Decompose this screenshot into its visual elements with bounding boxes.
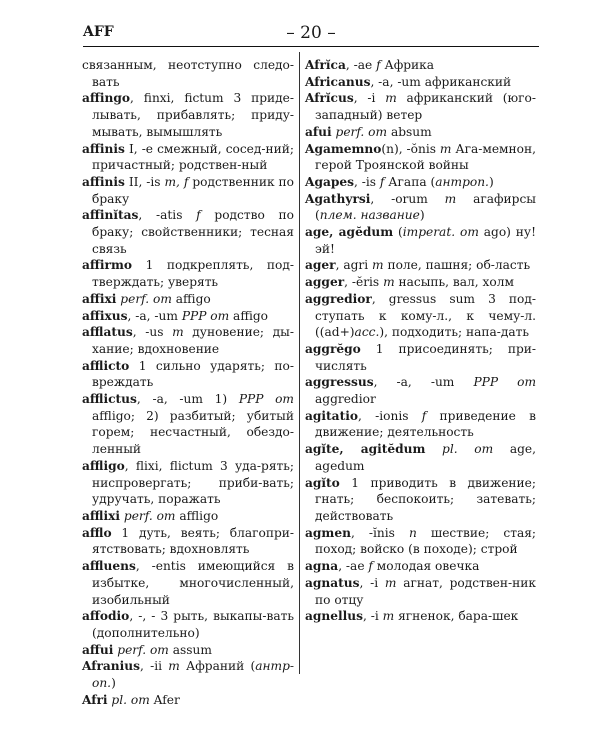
dictionary-entry bbox=[82, 525, 294, 558]
headword: affingo bbox=[82, 91, 131, 106]
headword: Afrĭcus bbox=[305, 91, 354, 106]
dictionary-entry bbox=[82, 291, 294, 308]
grammar-note: m bbox=[385, 91, 397, 106]
definition-text: , -is bbox=[354, 174, 380, 189]
headword: affligo bbox=[82, 458, 125, 473]
dictionary-entry bbox=[305, 224, 536, 257]
definition-text: , -ĕris bbox=[344, 275, 384, 290]
definition-text: молодая овечка bbox=[372, 559, 480, 574]
headword: afflo bbox=[82, 525, 112, 540]
grammar-note: m bbox=[383, 275, 395, 290]
definition-text: , -a, -um bbox=[373, 375, 474, 390]
definition-text: age, agedum bbox=[315, 442, 536, 473]
headword: agnatus bbox=[305, 575, 360, 590]
headword: afflatus bbox=[82, 325, 133, 340]
definition-text: , finxi, fictum 3 приде-лывать, прибавлять; приду-мывать, вымышлять bbox=[92, 91, 294, 139]
dictionary-entry bbox=[82, 558, 294, 608]
definition-text: 1 сильно ударять; по-вреждать bbox=[92, 358, 294, 390]
dictionary-entry bbox=[305, 141, 536, 174]
definition-text: , -us bbox=[132, 325, 173, 340]
grammar-note: плем. название bbox=[319, 208, 420, 223]
grammar-note: imperat. от bbox=[402, 225, 479, 240]
grammar-note: pl. от bbox=[425, 442, 494, 457]
headword: Agamemno bbox=[305, 141, 382, 156]
definition-text: , flixi, flictum 3 уда-рять; ниспровергать; приби-вать; удручать, поражать bbox=[92, 458, 294, 507]
dictionary-entry bbox=[305, 575, 536, 608]
grammar-note: perf. от bbox=[116, 291, 172, 306]
grammar-note: acc. bbox=[354, 325, 380, 340]
definition-text: 1 приводить в движение; гнать; беспокоить; затевать; действовать bbox=[315, 475, 536, 523]
definition-text: Агапа ( bbox=[384, 174, 436, 189]
grammar-note: m, f bbox=[164, 174, 189, 189]
grammar-note: f bbox=[379, 174, 385, 189]
dictionary-entry bbox=[305, 558, 536, 575]
definition-text: , -a, -um 1) bbox=[136, 392, 239, 407]
definition-text: affigo bbox=[171, 291, 211, 306]
definition-text: ), подходить; напа-дать bbox=[379, 325, 530, 340]
dictionary-entry bbox=[82, 257, 294, 290]
dictionary-entry bbox=[305, 291, 536, 341]
definition-text: , -i bbox=[359, 575, 385, 590]
definition-text: ago) ну! эй! bbox=[315, 225, 536, 256]
grammar-note: perf. от bbox=[120, 508, 176, 523]
definition-text: II, -is bbox=[124, 174, 165, 189]
dictionary-entry bbox=[82, 57, 294, 90]
headword: affixi bbox=[82, 291, 117, 306]
dictionary-entry bbox=[82, 90, 294, 140]
headword: Africanus bbox=[305, 74, 371, 89]
definition-text: , -a, -um африканский bbox=[370, 74, 512, 89]
headword: agna bbox=[305, 559, 339, 574]
left-column bbox=[82, 57, 294, 708]
definition-text: родство по браку; свойственники; тесная связь bbox=[92, 208, 294, 256]
definition-text: насыпь, вал, холм bbox=[394, 275, 514, 290]
headword: afflictus bbox=[82, 392, 137, 407]
definition-text: связанным, неотступно следо-вать bbox=[82, 58, 294, 89]
definition-text: (n), -ŏnis bbox=[381, 141, 440, 156]
column-divider bbox=[299, 52, 300, 674]
headword: affinĭtas bbox=[82, 208, 139, 223]
headword: ager bbox=[305, 258, 336, 273]
dictionary-entry bbox=[82, 141, 294, 174]
dictionary-entry bbox=[82, 642, 294, 659]
page-header bbox=[83, 24, 539, 46]
dictionary-entry bbox=[82, 692, 294, 709]
definition-text: , agri bbox=[335, 258, 373, 273]
grammar-note: m bbox=[172, 325, 184, 340]
definition-text: Afer bbox=[149, 692, 180, 707]
headword: afflixi bbox=[82, 508, 121, 523]
dictionary-entry bbox=[305, 90, 536, 123]
headword: afflicto bbox=[82, 358, 130, 373]
grammar-note: f bbox=[421, 408, 427, 423]
dictionary-entry bbox=[305, 475, 536, 525]
definition-text: 1 дуть, веять; благопри-ятствовать; вдохновлять bbox=[92, 525, 294, 557]
definition-text: ) bbox=[111, 676, 116, 691]
headword: agĭte, agitĕdum bbox=[305, 442, 426, 457]
grammar-note: m bbox=[384, 575, 397, 590]
definition-text: , -i bbox=[363, 609, 383, 624]
definition-text: агнат, родствен-ник по отцу bbox=[315, 575, 536, 607]
grammar-note: антроп. bbox=[435, 174, 489, 189]
dictionary-entry bbox=[305, 374, 536, 407]
dictionary-entry bbox=[305, 257, 536, 274]
grammar-note: n bbox=[408, 525, 417, 540]
page-number: – 20 – bbox=[286, 23, 336, 43]
dictionary-entry bbox=[82, 608, 294, 641]
definition-text: , -a, -um bbox=[127, 308, 182, 323]
headword: afui bbox=[305, 124, 332, 139]
grammar-note: f bbox=[368, 559, 373, 574]
dictionary-entry bbox=[305, 124, 536, 141]
right-column bbox=[305, 57, 536, 625]
definition-text: ягненок, бара-шек bbox=[394, 609, 519, 624]
definition-text: aggredior bbox=[315, 392, 376, 407]
headword: affirmo bbox=[82, 258, 132, 273]
definition-text: ) bbox=[488, 174, 494, 189]
dictionary-entry bbox=[305, 191, 536, 224]
dictionary-entry bbox=[82, 174, 294, 207]
definition-text: Афраний ( bbox=[179, 659, 256, 674]
definition-text: , -ae bbox=[338, 559, 369, 574]
definition-text: , -ĭnis bbox=[350, 525, 409, 540]
headword: affinis bbox=[82, 141, 125, 156]
grammar-note: f bbox=[376, 58, 381, 72]
definition-text: assum bbox=[168, 642, 212, 657]
definition-text: приведение в движение; деятельность bbox=[315, 408, 536, 440]
grammar-note: perf. от bbox=[331, 124, 388, 139]
grammar-note: m bbox=[372, 258, 384, 273]
dictionary-entry bbox=[305, 57, 536, 74]
definition-text: , -ii bbox=[140, 659, 169, 674]
definition-text: affligo bbox=[175, 508, 219, 523]
dictionary-entry bbox=[82, 358, 294, 391]
grammar-note: m bbox=[168, 659, 180, 674]
definition-text: , -entis имеющийся в избытке, многочисленный, изобильный bbox=[92, 559, 294, 607]
headword: Agapes bbox=[305, 174, 355, 189]
definition-text: , -atis bbox=[138, 208, 197, 223]
dictionary-entry bbox=[82, 324, 294, 357]
dictionary-entry bbox=[82, 308, 294, 325]
dictionary-entry bbox=[305, 441, 536, 474]
headword: aggrĕgo bbox=[305, 341, 361, 356]
definition-text: , -ae bbox=[345, 58, 377, 72]
definition-text: absum bbox=[387, 124, 432, 139]
headword: Afrĭca bbox=[305, 58, 346, 72]
headword: Afri bbox=[82, 692, 108, 707]
definition-text: 1 присоединять; при-числять bbox=[315, 341, 536, 373]
definition-text: агафирсы ( bbox=[315, 191, 536, 223]
headword: agnellus bbox=[305, 609, 364, 624]
headword: agmen bbox=[305, 525, 351, 540]
definition-text: дуновение; ды-хание; вдохновение bbox=[92, 325, 294, 356]
headword: aggressus bbox=[305, 375, 374, 390]
grammar-note: m bbox=[444, 191, 457, 206]
dictionary-entry bbox=[82, 207, 294, 257]
definition-text: родственник по браку bbox=[92, 174, 294, 206]
dictionary-entry bbox=[305, 525, 536, 558]
grammar-note: perf. от bbox=[113, 642, 169, 657]
definition-text: , -i bbox=[353, 91, 386, 106]
grammar-note: PPP от bbox=[181, 308, 230, 323]
dictionary-entry bbox=[305, 408, 536, 441]
headword: Afranius bbox=[82, 659, 141, 674]
headword: affui bbox=[82, 642, 114, 657]
definition-text: шествие; стая; поход; войско (в походе); строй bbox=[315, 525, 537, 557]
headword: affinis bbox=[82, 174, 125, 189]
dictionary-entry bbox=[82, 458, 294, 508]
grammar-note: pl. от bbox=[107, 692, 150, 707]
dictionary-entry bbox=[305, 274, 536, 291]
headword: affodio bbox=[82, 609, 130, 624]
dictionary-entry bbox=[82, 391, 294, 458]
headword: affluens bbox=[82, 559, 136, 574]
dictionary-entry bbox=[305, 341, 536, 374]
grammar-note: f bbox=[196, 208, 201, 223]
dictionary-entry bbox=[305, 74, 536, 91]
definition-text: , gressus sum 3 под-ступать к кому-л., к чему-л. ((ad+) bbox=[315, 291, 536, 340]
headword: aggredior bbox=[305, 291, 372, 306]
headword: Agathyrsi bbox=[305, 191, 371, 206]
definition-text: Африка bbox=[380, 58, 435, 72]
grammar-note: антр-оп. bbox=[92, 659, 294, 691]
grammar-note: PPP от bbox=[238, 392, 294, 407]
dictionary-entry bbox=[82, 658, 294, 691]
definition-text: ( bbox=[393, 225, 403, 240]
grammar-note: m bbox=[439, 141, 452, 156]
definition-text: поле, пашня; об-ласть bbox=[383, 258, 531, 273]
running-head: AFF bbox=[83, 24, 114, 40]
definition-text: 1 подкреплять, под-тверждать; уверять bbox=[92, 258, 294, 290]
dictionary-entry bbox=[305, 174, 536, 191]
headword: agger bbox=[305, 275, 345, 290]
headword: agitatio bbox=[305, 408, 358, 423]
headword: agĭto bbox=[305, 475, 340, 490]
grammar-note: PPP от bbox=[473, 375, 537, 390]
header-rule bbox=[83, 46, 539, 47]
definition-text: affigo bbox=[229, 308, 269, 323]
definition-text: африканский (юго-западный) ветер bbox=[315, 91, 536, 123]
dictionary-entry bbox=[305, 608, 536, 625]
headword: age, agĕdum bbox=[305, 225, 394, 240]
definition-text: , -, - 3 рыть, выкапы-вать (дополнительно) bbox=[92, 609, 294, 640]
definition-text: , -ionis bbox=[357, 408, 422, 423]
definition-text: ) bbox=[419, 208, 425, 223]
dictionary-entry bbox=[82, 508, 294, 525]
headword: affixus bbox=[82, 308, 128, 323]
definition-text: affligo; 2) разбитый; убитый горем; несчастный, обездо-ленный bbox=[92, 408, 294, 457]
definition-text: , -orum bbox=[370, 191, 445, 206]
definition-text: Ага-мемнон, герой Троянской войны bbox=[315, 141, 536, 173]
definition-text: I, -e смежный, сосед-ний; причастный; родствен-ный bbox=[92, 141, 294, 173]
grammar-note: m bbox=[382, 609, 395, 624]
